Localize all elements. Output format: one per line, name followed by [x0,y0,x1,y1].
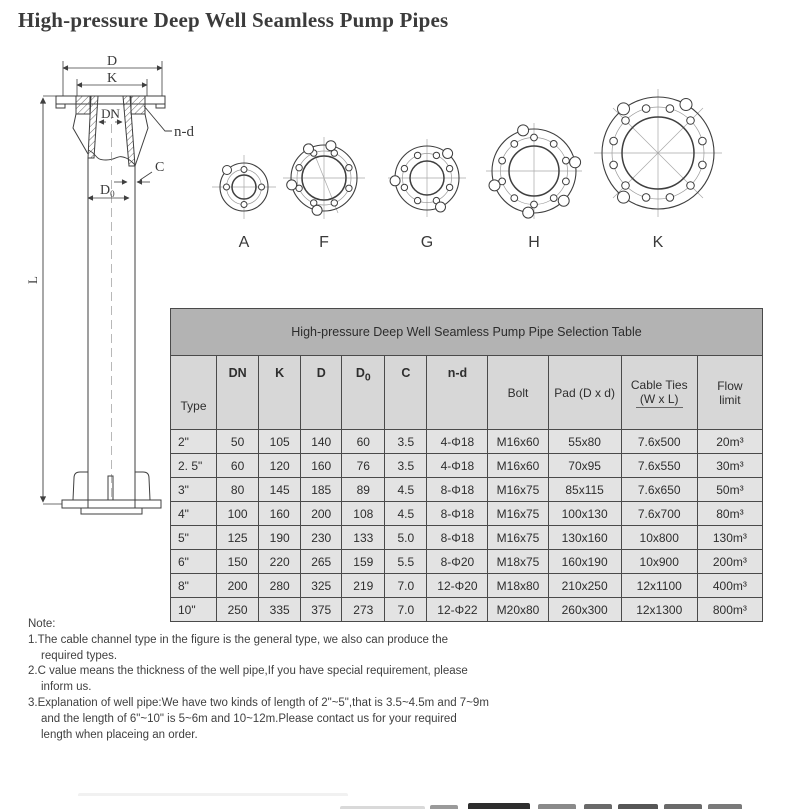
table-cell: 12x1300 [621,598,697,622]
table-cell: 250 [217,598,259,622]
table-title: High-pressure Deep Well Seamless Pump Pipe Selection Table [171,309,763,356]
flange-g [390,146,459,212]
table-cell: M16x60 [488,454,548,478]
table-cell: 70x95 [548,454,621,478]
table-cell: 7.0 [385,598,427,622]
table-cell: 60 [217,454,259,478]
table-cell: 200 [301,502,342,526]
col-header-k: K [259,356,301,430]
flange-h [489,125,581,218]
selection-table [170,308,763,622]
note-item: 3.Explanation of well pipe:We have two kinds of length of 2"~5",that is 3.5~4.5m and 7~9m and the length of 6"~10" is 5~6m and 10~12m.Please contact us for your required length when placeing an order. [28,696,489,741]
col-header-bolt: Bolt [488,356,548,430]
table-cell: 8-Φ20 [427,550,488,574]
table-cell: 76 [342,454,385,478]
table-cell: 10x800 [621,526,697,550]
flange-label-h: H [528,234,540,251]
table-cell: 219 [342,574,385,598]
table-cell: 260x300 [548,598,621,622]
table-cell: 4" [171,502,217,526]
table-cell: 4.5 [385,502,427,526]
dim-label-d: D [106,54,118,69]
dim-label-k: K [106,71,118,86]
table-cell: 4-Φ18 [427,454,488,478]
table-cell: 8-Φ18 [427,526,488,550]
table-cell: M16x60 [488,430,548,454]
table-cell: 220 [259,550,301,574]
table-cell: 85x115 [548,478,621,502]
table-row [171,574,763,598]
table-cell: 200m³ [697,550,762,574]
table-cell: 5.0 [385,526,427,550]
table-cell: 4.5 [385,478,427,502]
table-row [171,502,763,526]
col-header-pad: Pad (D x d) [548,356,621,430]
table-cell: 10" [171,598,217,622]
table-cell: 50m³ [697,478,762,502]
table-row [171,478,763,502]
col-header-dn: DN [217,356,259,430]
table-cell: 60 [342,430,385,454]
table-cell: 4-Φ18 [427,430,488,454]
table-cell: 105 [259,430,301,454]
table-cell: 89 [342,478,385,502]
table-cell: 210x250 [548,574,621,598]
table-row [171,454,763,478]
col-header-flow-limit: Flow limit [697,356,762,430]
table-cell: 100x130 [548,502,621,526]
table-cell: 12-Φ22 [427,598,488,622]
table-cell: 3" [171,478,217,502]
table-cell: 159 [342,550,385,574]
table-cell: 190 [259,526,301,550]
table-cell: 133 [342,526,385,550]
col-header-d: D [301,356,342,430]
table-cell: 145 [259,478,301,502]
table-cell: 280 [259,574,301,598]
table-cell: 140 [301,430,342,454]
table-cell: M16x75 [488,526,548,550]
table-cell: 160x190 [548,550,621,574]
dim-label-d0: $D_0$ [100,183,115,199]
table-cell: 3.5 [385,430,427,454]
table-cell: M18x80 [488,574,548,598]
table-cell: 12-Φ20 [427,574,488,598]
flange-top-views [198,85,743,260]
table-cell: 325 [301,574,342,598]
table-cell: 6" [171,550,217,574]
col-header-c: C [385,356,427,430]
note-item: 2.C value means the thickness of the well pipe,If you have special requirement, please inform us. [28,665,468,694]
table-cell: 2. 5" [171,454,217,478]
table-cell: M20x80 [488,598,548,622]
notes-heading: Note: [28,618,56,630]
table-row [171,430,763,454]
table-cell: 125 [217,526,259,550]
table-cell: 160 [301,454,342,478]
table-cell: 12x1100 [621,574,697,598]
table-cell: 7.6x500 [621,430,697,454]
table-cell: 5.5 [385,550,427,574]
table-cell: 5" [171,526,217,550]
table-cell: 55x80 [548,430,621,454]
table-cell: 100 [217,502,259,526]
table-cell: M16x75 [488,502,548,526]
page-title: High-pressure Deep Well Seamless Pump Pipes [18,8,449,32]
selection-table-body [171,430,763,622]
table-cell: 150 [217,550,259,574]
table-cell: 273 [342,598,385,622]
table-cell: 8-Φ18 [427,478,488,502]
table-cell: 800m³ [697,598,762,622]
flange-label-f: F [319,234,329,251]
col-header-n-d: n-d [427,356,488,430]
col-header-d0: $D_0$ [342,356,385,430]
table-cell: 335 [259,598,301,622]
table-cell: 8" [171,574,217,598]
table-cell: 80m³ [697,502,762,526]
table-cell: M16x75 [488,478,548,502]
table-cell: 265 [301,550,342,574]
table-cell: 375 [301,598,342,622]
table-row [171,550,763,574]
table-row [171,526,763,550]
table-cell: 120 [259,454,301,478]
table-cell: 7.6x700 [621,502,697,526]
table-cell: 50 [217,430,259,454]
flange-label-k: K [652,234,664,251]
table-cell: 7.6x550 [621,454,697,478]
table-cell: 10x900 [621,550,697,574]
notes-block [28,617,490,743]
table-cell: M18x75 [488,550,548,574]
table-cell: 80 [217,478,259,502]
table-cell: 130m³ [697,526,762,550]
table-cell: 7.6x650 [621,478,697,502]
dim-label-c: C [155,160,165,175]
table-cell: 160 [259,502,301,526]
col-header-cable-ties: Cable Ties (W x L) [621,356,697,430]
table-cell: 8-Φ18 [427,502,488,526]
table-cell: 108 [342,502,385,526]
flange-label-g: G [420,234,434,251]
table-cell: 185 [301,478,342,502]
table-cell: 230 [301,526,342,550]
dim-label-n-d: n-d [174,124,194,140]
table-cell: 400m³ [697,574,762,598]
col-header-type: Type [171,356,217,430]
table-cell: 200 [217,574,259,598]
table-cell: 3.5 [385,454,427,478]
note-item: 1.The cable channel type in the figure is the general type, we also can produce the required types. [28,633,449,662]
table-cell: 30m³ [697,454,762,478]
table-cell: 7.0 [385,574,427,598]
flange-label-a: A [238,234,250,251]
dim-label-dn: DN [101,106,120,121]
table-cell: 130x160 [548,526,621,550]
table-cell: 2" [171,430,217,454]
dim-label-l: L [25,276,40,284]
table-cell: 20m³ [697,430,762,454]
